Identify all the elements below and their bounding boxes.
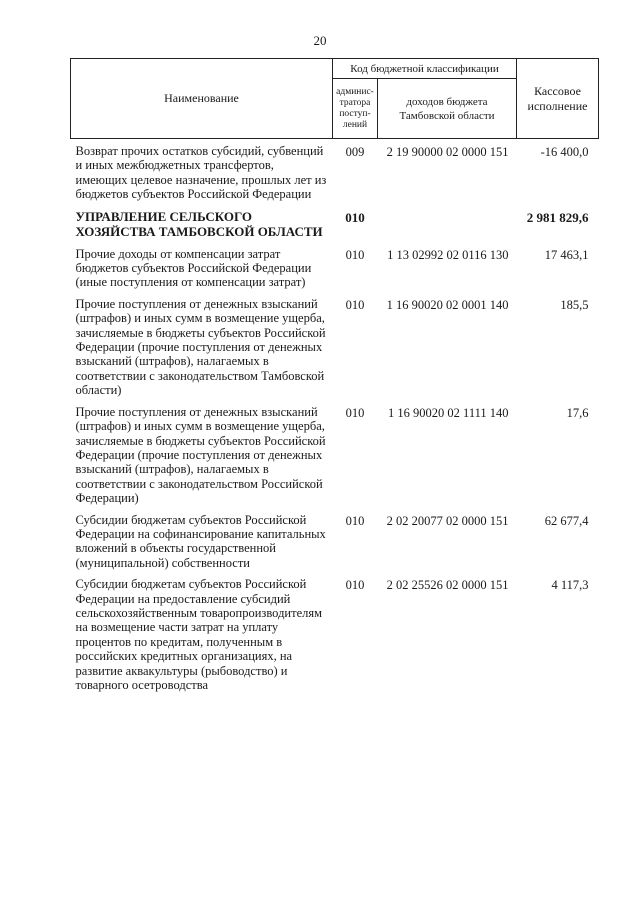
row-admin-code: 010: [345, 297, 365, 312]
table-header: [71, 59, 599, 139]
page-number: 20: [313, 33, 327, 48]
row-amount: 4 117,3: [551, 578, 589, 593]
row-name: Прочие поступления от денежных взысканий (штрафов) и иных сумм в возмещение ущерба, зачисляемые в бюджеты субъектов Российской Федерации (прочие поступления от денежных взысканий (штрафов), налагаемых в соответствии с законодательством Тамбовской области): [75, 296, 326, 398]
header-amount: Кассовое исполнение: [517, 59, 599, 139]
row-name: УПРАВЛЕНИЕ СЕЛЬСКОГО ХОЗЯЙСТВА ТАМБОВСКОЙ ОБЛАСТИ: [75, 208, 323, 240]
row-income-code: 1 16 90020 02 0001 140: [386, 297, 509, 312]
header-admin: админис-тратора поступ-лений: [333, 79, 378, 139]
table-row: [71, 247, 599, 297]
header-code-group: Код бюджетной классификации: [333, 59, 517, 79]
row-income-code: 2 19 90000 02 0000 151: [386, 145, 509, 159]
row-admin-code: 009: [345, 145, 365, 159]
row-name: Возврат прочих остатков субсидий, субвенций и иных межбюджетных трансфертов, имеющих целевое назначение, прошлых лет из бюджетов субъектов Российской Федерации: [75, 144, 327, 202]
header-income: доходов бюджета Тамбовской области: [378, 79, 517, 139]
table-row: [71, 405, 599, 513]
row-amount: 2 981 829,6: [526, 209, 589, 225]
row-income-code: 2 02 25526 02 0000 151: [386, 578, 509, 593]
row-name: Субсидии бюджетам субъектов Российской Федерации на предоставление субсидий сельскохозяйственным товаропроизводителям на возмещение части затрат на уплату процентов по кредитам, полученным в российских кредитных организациях, на развитие аквакультуры (рыбоводство) и товарного осетроводства: [75, 577, 323, 692]
row-admin-code: 010: [345, 209, 365, 225]
row-admin-code: 010: [345, 247, 365, 262]
row-amount: 17 463,1: [544, 247, 589, 262]
row-income-code: 1 16 90020 02 1111 140: [388, 405, 509, 420]
row-admin-code: 010: [345, 578, 365, 593]
table-row: [71, 144, 599, 209]
row-income-code: 2 02 20077 02 0000 151: [386, 513, 509, 528]
row-amount: 62 677,4: [544, 513, 589, 528]
row-amount: 185,5: [560, 297, 589, 312]
row-admin-code: 010: [345, 513, 365, 528]
budget-table-container: [70, 58, 598, 699]
row-income-code: [378, 209, 517, 247]
row-amount: -16 400,0: [540, 145, 589, 159]
row-admin-code: 010: [345, 405, 365, 420]
budget-table: [70, 58, 599, 699]
row-name: Субсидии бюджетам субъектов Российской Федерации на софинансирование капитальных вложений в объекты государственной (муниципальной) собственности: [75, 512, 326, 570]
table-body: [71, 139, 599, 700]
row-name: Прочие поступления от денежных взысканий (штрафов) и иных сумм в возмещение ущерба, зачисляемые в бюджеты субъектов Российской Федерации (прочие поступления от денежных взысканий (штрафов), налагаемых в соответствии с законодательством Российской Федерации): [75, 404, 326, 506]
table-row: [71, 297, 599, 405]
header-name: Наименование: [71, 59, 333, 139]
table-row: [71, 513, 599, 578]
row-name: Прочие доходы от компенсации затрат бюджетов субъектов Российской Федерации (иные поступления от компенсации затрат): [75, 246, 312, 290]
row-amount: 17,6: [566, 405, 589, 420]
table-row: [71, 577, 599, 699]
table-row: [71, 209, 599, 247]
row-income-code: 1 13 02992 02 0116 130: [387, 247, 509, 262]
